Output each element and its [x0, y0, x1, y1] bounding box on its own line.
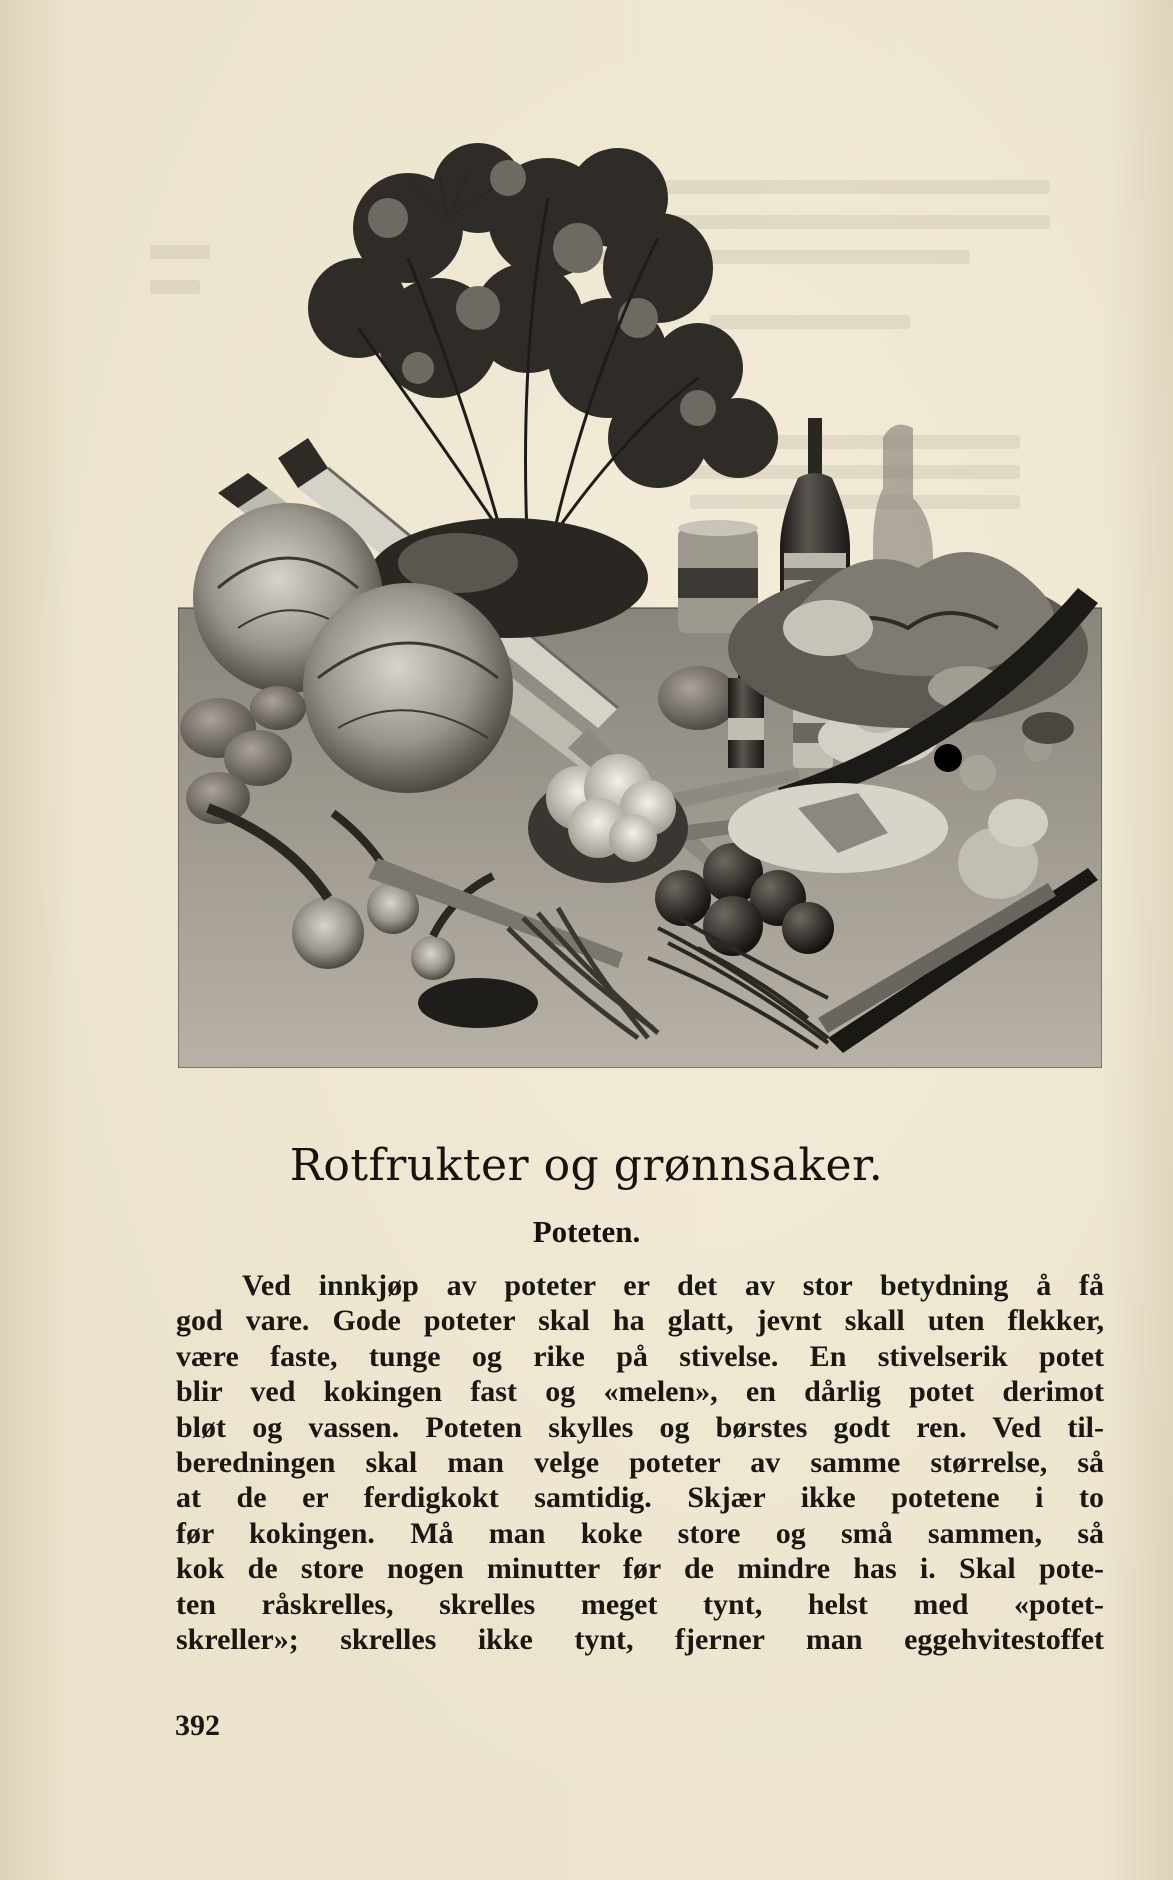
body-line: ten råskrelles, skrelles meget tynt, helst med «potet- — [176, 1587, 1104, 1621]
body-line: at de er ferdigkokt samtidig. Skjær ikke potetene i to — [176, 1481, 1104, 1515]
page-number: 392 — [175, 1709, 220, 1742]
body-line: bløt og vassen. Poteten skylles og børstes godt ren. Ved til- — [176, 1410, 1104, 1444]
body-line: beredningen skal man velge poteter av samme størrelse, så — [176, 1445, 1104, 1479]
body-line: Ved innkjøp av poteter er det av stor betydning å få — [242, 1269, 1104, 1302]
vegetables-photograph — [178, 108, 1102, 1068]
vegetables-illustration — [178, 108, 1102, 1068]
body-line: blir ved kokingen fast og «melen», en dårlig potet derimot — [176, 1375, 1104, 1409]
chapter-title: Rotfrukter og grønnsaker. — [289, 1140, 884, 1191]
body-line: god vare. Gode poteter skal ha glatt, jevnt skall uten flekker, — [176, 1304, 1104, 1338]
body-line: kok de store nogen minutter før de mindre has i. Skal pote- — [176, 1552, 1104, 1586]
section-subtitle: Poteten. — [532, 1214, 641, 1249]
body-line: før kokingen. Må man koke store og små sammen, så — [176, 1516, 1104, 1550]
body-paragraph — [176, 1268, 1104, 1657]
body-line: skreller»; skrelles ikke tynt, fjerner man eggehvitestoffet — [176, 1622, 1104, 1656]
body-line: være faste, tunge og rike på stivelse. En stivelserik potet — [176, 1339, 1104, 1373]
